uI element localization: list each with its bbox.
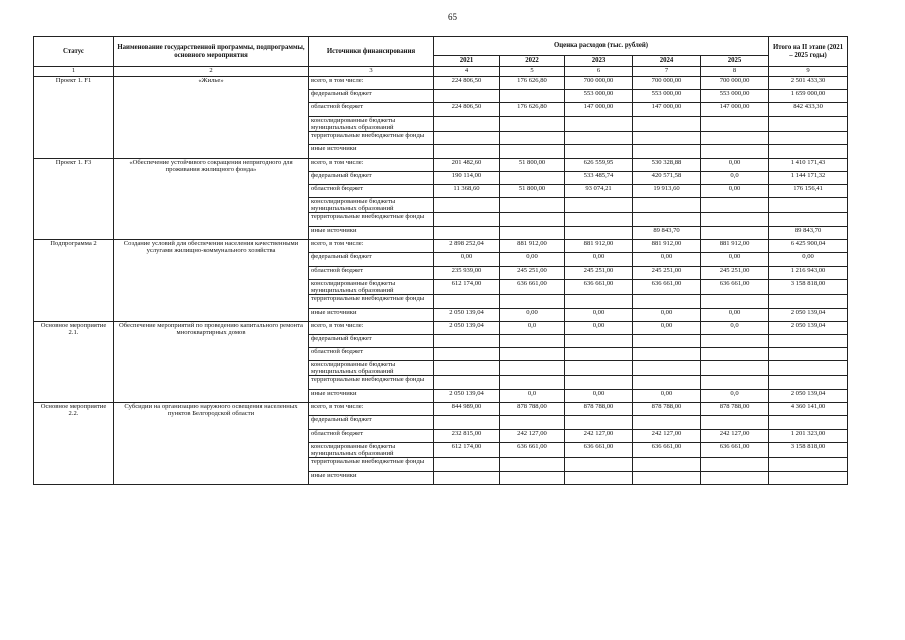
funding-source: областной бюджет [309, 348, 434, 361]
row-program-name: «Обеспечение устойчивого сокращения непригодного для проживания жилищного фонда» [114, 158, 309, 240]
funding-source: территориальные внебюджетные фонды [309, 294, 434, 308]
year-value-cell: 93 074,21 [565, 184, 633, 197]
year-value-cell: 0,00 [633, 253, 701, 266]
year-value-cell: 636 661,00 [633, 442, 701, 457]
table-row [34, 240, 848, 253]
year-value-cell: 0,00 [701, 308, 769, 321]
funding-source: федеральный бюджет [309, 90, 434, 103]
total-cell: 2 050 139,04 [769, 321, 848, 334]
header-year: 2022 [500, 56, 565, 67]
year-value-cell [565, 361, 633, 376]
year-value-cell [500, 198, 565, 213]
total-cell [769, 213, 848, 227]
year-value-cell [701, 226, 769, 239]
funding-source: федеральный бюджет [309, 253, 434, 266]
year-value-cell [633, 198, 701, 213]
year-value-cell [565, 131, 633, 145]
year-value-cell [633, 416, 701, 429]
total-cell [769, 348, 848, 361]
total-cell: 2 050 139,04 [769, 390, 848, 403]
funding-source: областной бюджет [309, 184, 434, 197]
year-value-cell [633, 361, 701, 376]
year-value-cell [633, 376, 701, 390]
year-value-cell [565, 471, 633, 484]
year-value-cell: 553 000,00 [565, 90, 633, 103]
year-value-cell [434, 226, 500, 239]
year-value-cell: 19 913,60 [633, 184, 701, 197]
header-row [34, 37, 848, 56]
year-value-cell [500, 145, 565, 158]
column-number: 6 [565, 67, 633, 77]
year-value-cell: 844 989,00 [434, 403, 500, 416]
funding-source: федеральный бюджет [309, 334, 434, 347]
funding-source: федеральный бюджет [309, 416, 434, 429]
year-value-cell: 2 050 139,04 [434, 321, 500, 334]
year-value-cell [434, 213, 500, 227]
year-value-cell [500, 90, 565, 103]
year-value-cell: 636 661,00 [701, 279, 769, 294]
table-row [34, 321, 848, 334]
funding-source: территориальные внебюджетные фонды [309, 213, 434, 227]
year-value-cell: 881 912,00 [701, 240, 769, 253]
year-value-cell [565, 116, 633, 131]
year-value-cell: 878 788,00 [500, 403, 565, 416]
total-cell: 842 433,30 [769, 103, 848, 116]
funding-source: федеральный бюджет [309, 171, 434, 184]
header-status: Статус [34, 37, 114, 67]
total-cell: 4 360 141,00 [769, 403, 848, 416]
total-cell: 3 158 818,00 [769, 442, 848, 457]
year-value-cell [565, 458, 633, 472]
year-value-cell: 147 000,00 [565, 103, 633, 116]
year-value-cell [633, 458, 701, 472]
year-value-cell [434, 334, 500, 347]
funding-source: областной бюджет [309, 429, 434, 442]
year-value-cell: 700 000,00 [565, 77, 633, 90]
year-value-cell: 0,00 [633, 308, 701, 321]
column-number: 9 [769, 67, 848, 77]
year-value-cell: 2 050 139,04 [434, 390, 500, 403]
year-value-cell [701, 361, 769, 376]
year-value-cell: 0,00 [500, 253, 565, 266]
year-value-cell [434, 471, 500, 484]
year-value-cell [565, 145, 633, 158]
year-value-cell [500, 294, 565, 308]
total-cell: 2 501 433,30 [769, 77, 848, 90]
year-value-cell [633, 145, 701, 158]
year-value-cell: 0,0 [701, 321, 769, 334]
year-value-cell: 636 661,00 [565, 442, 633, 457]
year-value-cell: 176 626,80 [500, 103, 565, 116]
year-value-cell [500, 171, 565, 184]
total-cell [769, 145, 848, 158]
column-number: 8 [701, 67, 769, 77]
year-value-cell: 636 661,00 [633, 279, 701, 294]
year-value-cell: 0,00 [565, 308, 633, 321]
year-value-cell [701, 294, 769, 308]
column-number: 4 [434, 67, 500, 77]
year-value-cell: 176 626,80 [500, 77, 565, 90]
year-value-cell: 553 000,00 [701, 90, 769, 103]
year-value-cell [500, 334, 565, 347]
year-value-cell: 878 788,00 [633, 403, 701, 416]
year-value-cell [434, 294, 500, 308]
header-estimate: Оценка расходов (тыс. рублей) [434, 37, 769, 56]
year-value-cell: 0,0 [500, 390, 565, 403]
row-program-name: Обеспечение мероприятий по проведению капитального ремонта многоквартирных домов [114, 321, 309, 403]
funding-source: всего, в том числе: [309, 158, 434, 171]
funding-source: территориальные внебюджетные фонды [309, 131, 434, 145]
table-body [34, 77, 848, 485]
year-value-cell [434, 131, 500, 145]
year-value-cell: 530 328,88 [633, 158, 701, 171]
year-value-cell: 533 485,74 [565, 171, 633, 184]
total-cell: 1 201 323,00 [769, 429, 848, 442]
year-value-cell [633, 116, 701, 131]
year-value-cell: 612 174,00 [434, 279, 500, 294]
header-sources: Источники финансирования [309, 37, 434, 67]
year-value-cell [701, 376, 769, 390]
year-value-cell: 420 571,58 [633, 171, 701, 184]
year-value-cell [434, 458, 500, 472]
funding-source: всего, в том числе: [309, 240, 434, 253]
page-number: 65 [448, 12, 457, 22]
row-program-name: «Жилье» [114, 77, 309, 159]
year-value-cell: 881 912,00 [565, 240, 633, 253]
year-value-cell [500, 116, 565, 131]
year-value-cell: 0,00 [633, 390, 701, 403]
year-value-cell: 245 251,00 [500, 266, 565, 279]
year-value-cell [701, 116, 769, 131]
year-value-cell [500, 213, 565, 227]
year-value-cell: 0,00 [434, 253, 500, 266]
table-row [34, 77, 848, 90]
total-cell [769, 471, 848, 484]
row-status: Проект 1. F1 [34, 77, 114, 159]
year-value-cell [434, 198, 500, 213]
year-value-cell [565, 226, 633, 239]
year-value-cell: 612 174,00 [434, 442, 500, 457]
total-cell: 2 050 139,04 [769, 308, 848, 321]
column-number: 5 [500, 67, 565, 77]
year-value-cell: 51 800,00 [500, 158, 565, 171]
year-value-cell: 0,0 [701, 390, 769, 403]
year-value-cell: 245 251,00 [633, 266, 701, 279]
year-value-cell: 201 482,60 [434, 158, 500, 171]
year-value-cell [633, 471, 701, 484]
total-cell [769, 116, 848, 131]
year-value-cell [633, 334, 701, 347]
year-value-cell: 242 127,00 [500, 429, 565, 442]
header-total: Итого на II этапе (2021 – 2025 годы) [769, 37, 848, 67]
total-cell [769, 334, 848, 347]
year-value-cell: 242 127,00 [701, 429, 769, 442]
funding-source: всего, в том числе: [309, 77, 434, 90]
year-value-cell [633, 131, 701, 145]
funding-source: консолидированные бюджеты муниципальных образований [309, 442, 434, 457]
year-value-cell [434, 416, 500, 429]
funding-source: территориальные внебюджетные фонды [309, 458, 434, 472]
year-value-cell [701, 416, 769, 429]
total-cell: 176 156,41 [769, 184, 848, 197]
year-value-cell: 0,00 [701, 158, 769, 171]
year-value-cell [500, 131, 565, 145]
year-value-cell: 224 806,50 [434, 77, 500, 90]
year-value-cell [701, 131, 769, 145]
total-cell [769, 416, 848, 429]
year-value-cell: 0,0 [701, 171, 769, 184]
year-value-cell [701, 145, 769, 158]
funding-source: всего, в том числе: [309, 321, 434, 334]
total-cell: 89 843,70 [769, 226, 848, 239]
year-value-cell [500, 458, 565, 472]
year-value-cell: 0,00 [500, 308, 565, 321]
total-cell [769, 198, 848, 213]
table-row [34, 158, 848, 171]
column-number: 1 [34, 67, 114, 77]
funding-source: всего, в том числе: [309, 403, 434, 416]
year-value-cell [701, 458, 769, 472]
year-value-cell [701, 198, 769, 213]
year-value-cell [633, 294, 701, 308]
year-value-cell [500, 348, 565, 361]
year-value-cell [434, 145, 500, 158]
year-value-cell: 0,00 [633, 321, 701, 334]
funding-source: иные источники [309, 308, 434, 321]
funding-source: консолидированные бюджеты муниципальных образований [309, 116, 434, 131]
budget-table [33, 36, 848, 485]
year-value-cell [565, 294, 633, 308]
year-value-cell [701, 348, 769, 361]
year-value-cell: 881 912,00 [500, 240, 565, 253]
funding-source: областной бюджет [309, 266, 434, 279]
column-number: 7 [633, 67, 701, 77]
total-cell: 1 216 943,00 [769, 266, 848, 279]
header-year: 2023 [565, 56, 633, 67]
funding-source: иные источники [309, 145, 434, 158]
year-value-cell [434, 116, 500, 131]
year-value-cell [565, 213, 633, 227]
year-value-cell: 700 000,00 [633, 77, 701, 90]
year-value-cell: 878 788,00 [565, 403, 633, 416]
year-value-cell [565, 348, 633, 361]
year-value-cell: 636 661,00 [701, 442, 769, 457]
total-cell [769, 376, 848, 390]
year-value-cell [565, 334, 633, 347]
header-name: Наименование государственной программы, подпрограммы, основного мероприятия [114, 37, 309, 67]
year-value-cell: 89 843,70 [633, 226, 701, 239]
funding-source: консолидированные бюджеты муниципальных образований [309, 279, 434, 294]
year-value-cell: 636 661,00 [500, 442, 565, 457]
year-value-cell: 0,00 [701, 184, 769, 197]
total-cell: 1 410 171,43 [769, 158, 848, 171]
year-value-cell: 636 661,00 [565, 279, 633, 294]
row-program-name: Субсидии на организацию наружного освещения населенных пунктов Белгородской области [114, 403, 309, 485]
year-value-cell [500, 471, 565, 484]
year-value-cell: 51 800,00 [500, 184, 565, 197]
year-value-cell [500, 226, 565, 239]
year-value-cell: 2 050 139,04 [434, 308, 500, 321]
year-value-cell: 553 000,00 [633, 90, 701, 103]
year-value-cell: 0,00 [565, 321, 633, 334]
year-value-cell: 881 912,00 [633, 240, 701, 253]
year-value-cell [500, 376, 565, 390]
year-value-cell: 878 788,00 [701, 403, 769, 416]
year-value-cell [565, 376, 633, 390]
row-status: Основное мероприятие 2.2. [34, 403, 114, 485]
total-cell [769, 294, 848, 308]
year-value-cell: 700 000,00 [701, 77, 769, 90]
year-value-cell: 224 806,50 [434, 103, 500, 116]
row-status: Подпрограмма 2 [34, 240, 114, 322]
year-value-cell: 636 661,00 [500, 279, 565, 294]
funding-source: областной бюджет [309, 103, 434, 116]
year-value-cell [500, 416, 565, 429]
funding-source: иные источники [309, 226, 434, 239]
total-cell: 0,00 [769, 253, 848, 266]
total-cell: 6 425 900,04 [769, 240, 848, 253]
year-value-cell: 245 251,00 [565, 266, 633, 279]
year-value-cell: 2 898 252,04 [434, 240, 500, 253]
total-cell: 1 659 000,00 [769, 90, 848, 103]
total-cell: 3 158 818,00 [769, 279, 848, 294]
funding-source: иные источники [309, 471, 434, 484]
year-value-cell: 11 368,60 [434, 184, 500, 197]
year-value-cell: 190 114,00 [434, 171, 500, 184]
year-value-cell: 147 000,00 [701, 103, 769, 116]
row-status: Проект 1. F3 [34, 158, 114, 240]
year-value-cell: 235 939,00 [434, 266, 500, 279]
year-value-cell: 626 559,95 [565, 158, 633, 171]
total-cell [769, 458, 848, 472]
year-value-cell [434, 90, 500, 103]
row-status: Основное мероприятие 2.1. [34, 321, 114, 403]
column-numbers-row [34, 67, 848, 77]
year-value-cell [701, 471, 769, 484]
year-value-cell: 242 127,00 [633, 429, 701, 442]
header-year: 2021 [434, 56, 500, 67]
year-value-cell [565, 416, 633, 429]
year-value-cell: 245 251,00 [701, 266, 769, 279]
row-program-name: Создание условий для обеспечения населения качественными услугами жилищно-коммунального хозяйства [114, 240, 309, 322]
funding-source: консолидированные бюджеты муниципальных образований [309, 198, 434, 213]
year-value-cell [434, 348, 500, 361]
year-value-cell [434, 361, 500, 376]
year-value-cell: 0,0 [500, 321, 565, 334]
funding-source: территориальные внебюджетные фонды [309, 376, 434, 390]
column-number: 2 [114, 67, 309, 77]
year-value-cell: 0,00 [701, 253, 769, 266]
year-value-cell: 242 127,00 [565, 429, 633, 442]
year-value-cell [701, 213, 769, 227]
year-value-cell: 232 815,00 [434, 429, 500, 442]
year-value-cell: 147 000,00 [633, 103, 701, 116]
year-value-cell [565, 198, 633, 213]
funding-source: консолидированные бюджеты муниципальных образований [309, 361, 434, 376]
total-cell [769, 361, 848, 376]
header-year: 2025 [701, 56, 769, 67]
table-row [34, 403, 848, 416]
total-cell: 1 144 171,32 [769, 171, 848, 184]
year-value-cell [701, 334, 769, 347]
year-value-cell: 0,00 [565, 390, 633, 403]
year-value-cell [633, 348, 701, 361]
year-value-cell: 0,00 [565, 253, 633, 266]
header-year: 2024 [633, 56, 701, 67]
column-number: 3 [309, 67, 434, 77]
year-value-cell [633, 213, 701, 227]
total-cell [769, 131, 848, 145]
funding-source: иные источники [309, 390, 434, 403]
year-value-cell [500, 361, 565, 376]
year-value-cell [434, 376, 500, 390]
